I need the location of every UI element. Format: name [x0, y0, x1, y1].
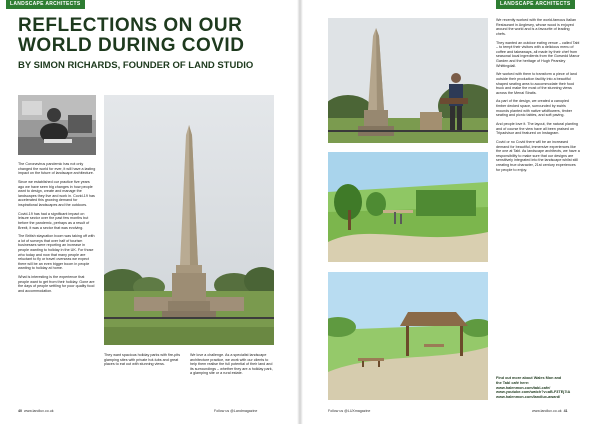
paragraph: They wanted an outdoor eating venue – called Tabl – to tempt their visitors with a delicious menu of coffee and takeaways, all made by their chef from seasonal local ingredients from the Gorsedd Manor Garden and the heritage of Hugh Pearsley Whittingdall.	[496, 40, 580, 68]
paragraph: As part of the design, we created a canopied timber decked space, surrounded by swirls mounds planted with native wildflowers, timber seating and picnic tables, and soft paving.	[496, 99, 573, 118]
footer-site: www.landlux.co.uk	[532, 409, 562, 413]
footer-site: www.landlux.co.uk	[24, 409, 54, 413]
footer-social: Follow us @LUXmagazine	[328, 409, 371, 413]
paragraph: And people love it. The layout, the natural planting and of course the view have all been praised on Tripadvisor and featured on Instagram.	[496, 122, 578, 136]
paragraph: Covid or no Covid there will be an increased demand for beautiful, immersive experiences like the one at Tabl. As landscape architects, we have a responsibility to make sure that our designs are sensitively integrated into the landscape whilst still creating true character, 21st century experiences for people to enjoy.	[496, 140, 580, 172]
right-page	[300, 0, 600, 424]
body-column-1	[18, 162, 96, 298]
note-link[interactable]: www.youtube.com/watch?v=aB-F3TEj7iA	[496, 390, 571, 395]
note-link[interactable]: www.halenmon.com/landlux-award/	[496, 395, 561, 400]
section-label: LANDSCAPE ARCHITECTS	[496, 0, 575, 9]
paragraph: What is interesting is the experience that people want to get from their holiday. Gone are the days of people settling for poor quality food and accommodation.	[18, 275, 95, 293]
note-line: Find out more about Wales Mon and	[496, 376, 562, 380]
obelisk-man-photo	[328, 18, 488, 143]
obelisk-photo	[104, 95, 274, 345]
section-label: LANDSCAPE ARCHITECTS	[6, 0, 85, 9]
paragraph: Since we established our practice five years ago we have seen big changes in how people want to design, create and manage the landscapes they live and work in. Covid-19 has accelerated this growing demand for inspirational landscapes and the outdoors.	[18, 179, 95, 207]
design-visualisation-1	[328, 152, 488, 262]
footer-social: Follow us @Landmagazine	[214, 409, 258, 413]
paragraph: We recently worked with the world-famous Italian Restaurant in Anglesey, whose wood is enjoyed around the world and is a favourite of leading chefs.	[496, 18, 577, 36]
page-number: 41	[563, 409, 568, 413]
article-title: REFLECTIONS ON OUR WORLD DURING COVID	[18, 15, 245, 56]
paragraph: We love a challenge. As a specialist landscape architecture practice, we work with our clients to help them realise the full potential of their land and its surroundings – whether they are a holiday park, a glamping site or a rural estate.	[190, 353, 273, 376]
footer-left	[18, 409, 54, 413]
article-byline: BY SIMON RICHARDS, FOUNDER OF LAND STUDIO	[18, 60, 254, 71]
note-line: the Tabl café here:	[496, 380, 530, 385]
paragraph: The Coronavirus pandemic has not only changed the world for ever, it will have a lasting impact on the future of landscape architecture.	[18, 162, 96, 176]
body-column-2	[104, 353, 182, 371]
body-column-3	[190, 353, 274, 380]
body-column-right	[496, 18, 580, 176]
page-number: 40	[18, 409, 22, 413]
find-out-more-box	[496, 376, 592, 400]
page-gutter	[297, 0, 303, 424]
design-visualisation-2	[328, 272, 488, 400]
paragraph: The British staycation boom was taking off with a lot of surveys that over half of tourism businesses were reporting an increase in people wanting to holiday in the UK. For those who today and now that many people are reluctant to fly or travel overseas we expect there will be an even bigger boom in people wanting to holiday at home.	[18, 234, 95, 271]
paragraph: Covid-19 has had a significant impact on leisure sector over the past few months but before the pandemic, perhaps as a result of Brexit, it was a sector that was evolving.	[18, 211, 90, 230]
author-photo	[18, 95, 96, 155]
note-link[interactable]: www.halenmon.com/tabl-cafe/	[496, 385, 551, 390]
paragraph: We worked with them to transform a piece of land outside their production facility into a beautiful shaped seating area to accommodate their food truck and make the most of the stunning views across the Menai Straits.	[496, 72, 577, 95]
paragraph: They want spacious holiday parks with fire-pits glamping sites with private hot-tubs and great places to eat out with stunning views.	[104, 353, 181, 367]
footer-right	[532, 409, 568, 413]
